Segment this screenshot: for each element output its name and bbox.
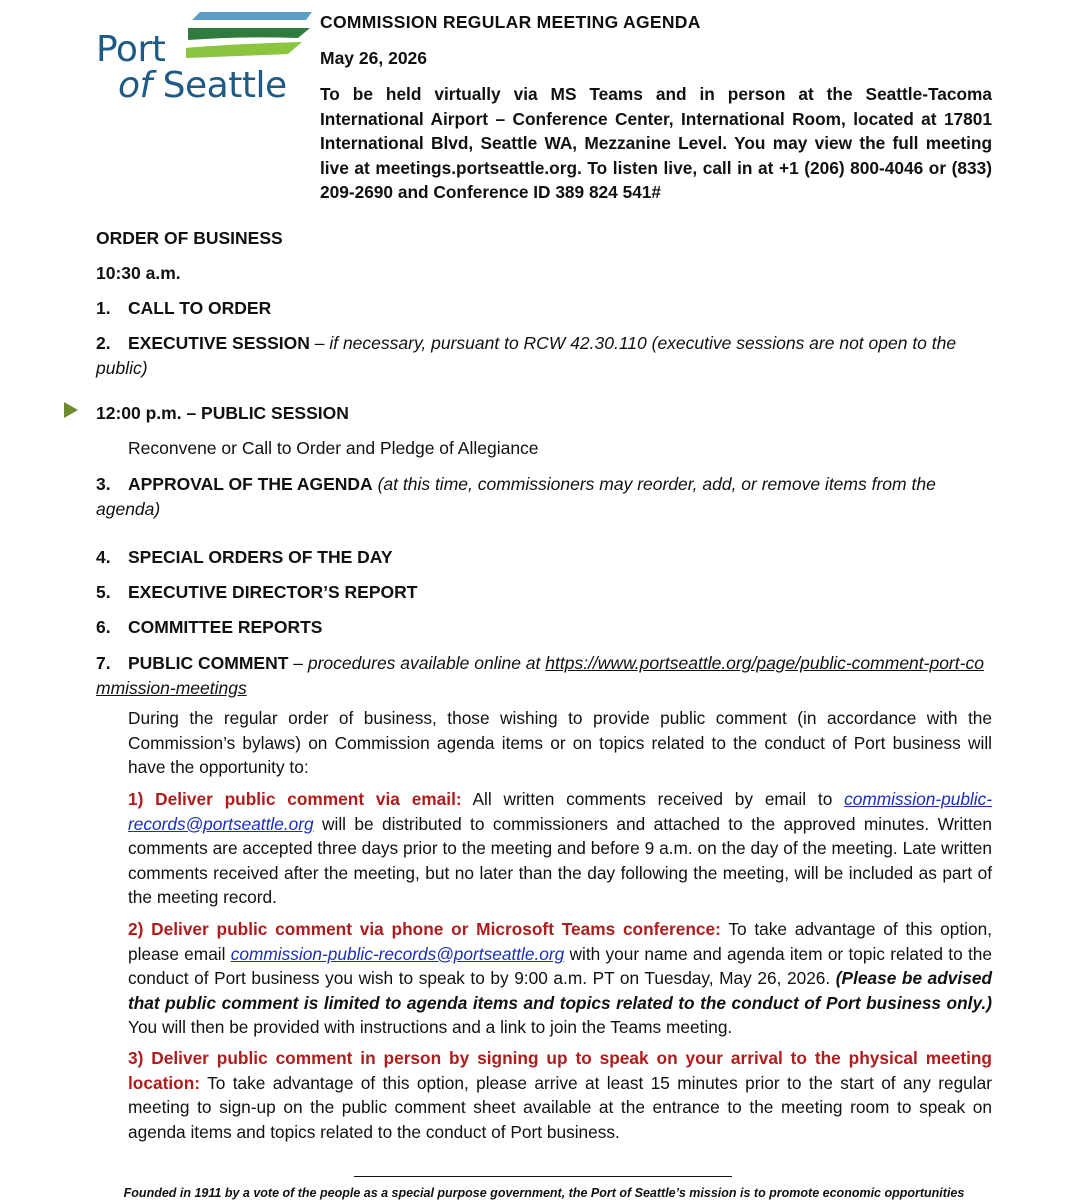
meeting-date: May 26, 2026 [320, 48, 428, 68]
item-label: SPECIAL ORDERS OF THE DAY [128, 547, 393, 567]
item-number: 3. [96, 474, 111, 494]
public-comment-procedures-link[interactable]: https://www.portseattle.org/page/public-comment-port-commission-meetings [96, 653, 984, 698]
option-notice: (Please be advised that public comment is limited to agenda items and topics related to the conduct of Port business only.) [128, 968, 992, 1013]
agenda-item-special-orders [96, 545, 996, 570]
item-label: EXECUTIVE SESSION [128, 333, 310, 353]
option-email [128, 787, 992, 910]
item-note: procedures available online at [307, 653, 546, 673]
footer-mission-text: Founded in 1911 by a vote of the people as a special purpose government, the Port of Seattle’s mission is to promote economic opportunities [123, 1186, 965, 1200]
order-of-business-heading: ORDER OF BUSINESS [96, 228, 283, 248]
logo-word-of-seattle [118, 65, 287, 106]
agenda-title: COMMISSION REGULAR MEETING AGENDA [320, 12, 701, 32]
item-number: 5. [96, 582, 111, 602]
agenda-item-call-to-order [96, 296, 996, 321]
option-text: All written comments received by email to [461, 789, 845, 809]
item-label: CALL TO ORDER [128, 298, 272, 318]
item-number: 6. [96, 617, 111, 637]
option-text: To take advantage of this option, please arrive at least 15 minutes prior to the start of any regular meeting to sign-up on the public comment sheet available at the entrance to the meeting room to speak on agenda items and topics related to the conduct of Port business. [128, 1072, 992, 1142]
item-label: EXECUTIVE DIRECTOR’S REPORT [128, 582, 418, 602]
reconvene-text: Reconvene or Call to Order and Pledge of Allegiance [128, 438, 539, 458]
current-item-arrow-icon [64, 402, 78, 418]
item-note: (at this time, commissioners may reorder, add, or remove items from the agenda) [96, 474, 936, 519]
meeting-location-description: To be held virtually via MS Teams and in person at the Seattle-Tacoma International Airport – Conference Center, International Room, located at 17801 International Blvd, Seattle WA, Mezzanine Level. You may view the full meeting live at meetings.portseattle.org. To listen live, call in at +1 (206) 800-4046 or (833) 209-2690 and Conference ID 389 824 541# [320, 84, 992, 202]
item-dash: – [309, 333, 330, 353]
agenda-item-committee-reports [96, 615, 996, 640]
item-dash: – [288, 653, 308, 673]
item-label: COMMITTEE REPORTS [128, 617, 323, 637]
commission-email-link[interactable]: commission-public-records@portseattle.org [230, 943, 565, 964]
item-number: 2. [96, 333, 111, 353]
option-heading: 2) Deliver public comment via phone or Microsoft Teams conference: [128, 919, 721, 939]
logo-word-of: of [118, 65, 152, 106]
item-note: if necessary, pursuant to RCW 42.30.110 (executive sessions are not open to the public) [96, 333, 957, 378]
option-in-person [128, 1046, 992, 1144]
port-of-seattle-logo [92, 10, 317, 110]
item-label: PUBLIC COMMENT [128, 653, 289, 673]
item-number: 4. [96, 547, 111, 567]
option-text: with your name and agenda item or topic related to the conduct of Port business you wish to speak to by 9:00 a.m. PT on Tuesday, May 26, 2026. [128, 943, 993, 988]
option-phone-teams [128, 917, 992, 1040]
footer-divider [354, 1176, 732, 1177]
logo-word-port: Port [96, 29, 166, 70]
option-text: will be distributed to commissioners and attached to the approved minutes. Written comments are accepted three days prior to the meeting and before 9 a.m. on the day of the meeting. Late written comments received after the meeting, but no later than the day following the meeting, will be included as part of the meeting record. [128, 813, 992, 907]
logo-word-seattle: Seattle [162, 65, 287, 106]
agenda-item-executive-session [96, 331, 996, 380]
item-label: APPROVAL OF THE AGENDA [128, 474, 373, 494]
public-session-heading: 12:00 p.m. – PUBLIC SESSION [96, 403, 349, 423]
agenda-item-approval [96, 472, 996, 521]
agenda-item-director-report [96, 580, 996, 605]
item-number: 1. [96, 298, 111, 318]
public-comment-intro: During the regular order of business, those wishing to provide public comment (in accordance with the Commission’s bylaws) on Commission agenda items or on topics related to the conduct of Port business will have the opportunity to: [128, 708, 992, 777]
commission-email-link[interactable]: commission-public-records@portseattle.org [128, 789, 993, 834]
agenda-item-public-comment [96, 651, 996, 700]
option-heading: 1) Deliver public comment via email: [128, 789, 462, 809]
option-heading: 3) Deliver public comment in person by signing up to speak on your arrival to the physical meeting location: [128, 1048, 992, 1093]
item-number: 7. [96, 653, 111, 673]
option-text: You will then be provided with instructions and a link to join the Teams meeting. [128, 1017, 733, 1037]
session-time: 10:30 a.m. [96, 263, 181, 283]
option-text: To take advantage of this option, please email [128, 919, 992, 964]
